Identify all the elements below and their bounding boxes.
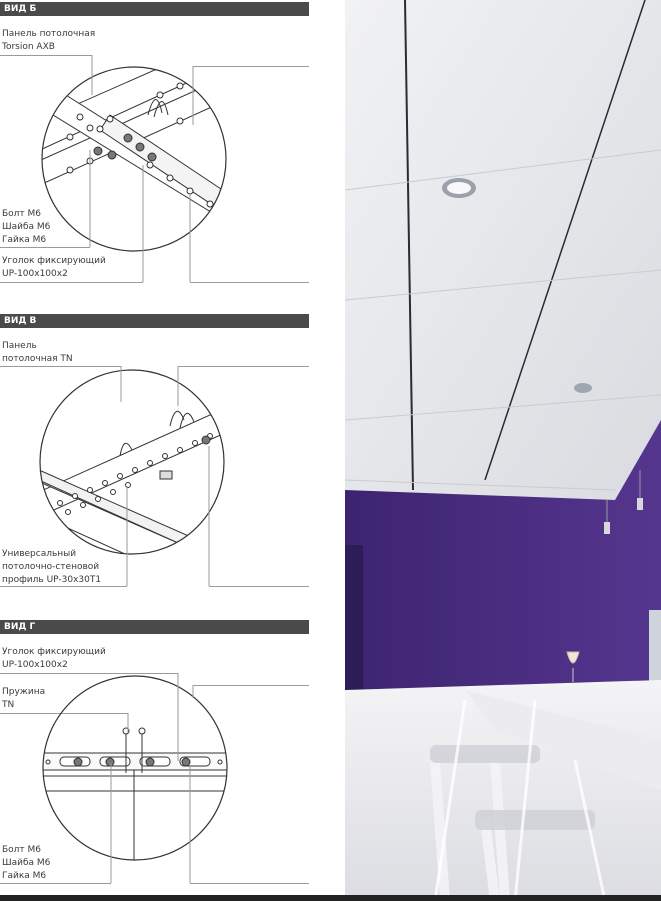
leader-line [209,586,309,587]
section-b-diagram [0,55,309,285]
section-g-header: ВИД Г [0,620,309,634]
section-g-corner-label: Уголок фиксирующий UP-100x100x2 [2,647,106,670]
section-b-header: ВИД Б [0,2,309,16]
interior-photo-illustration [345,0,661,901]
page-bottom-band [0,895,661,901]
leader-line [0,586,127,587]
section-b-corner-label: Уголок фиксирующий UP-100x100x2 [2,256,106,279]
section-g-spring-label: Пружина TN [2,687,46,710]
section-b-bolt-label: Болт М6 Шайба М6 Гайка М6 [2,209,51,245]
leader-line [190,282,309,283]
leader-line [0,883,111,884]
leader-line [190,883,309,884]
section-v-header: ВИД В [0,314,309,328]
section-v-profile-label: Универсальный потолочно-стеновой профиль UP-30x30T1 [2,549,102,585]
section-v-panel-label: Панель потолочная TN [2,341,73,364]
leader-line [0,247,90,248]
interior-photo [345,0,661,901]
section-g-bolt-label: Болт М6 Шайба М6 Гайка М6 [2,845,51,881]
section-b-panel-label: Панель потолочная Torsion AXB [2,29,96,52]
leader-line [0,282,143,283]
